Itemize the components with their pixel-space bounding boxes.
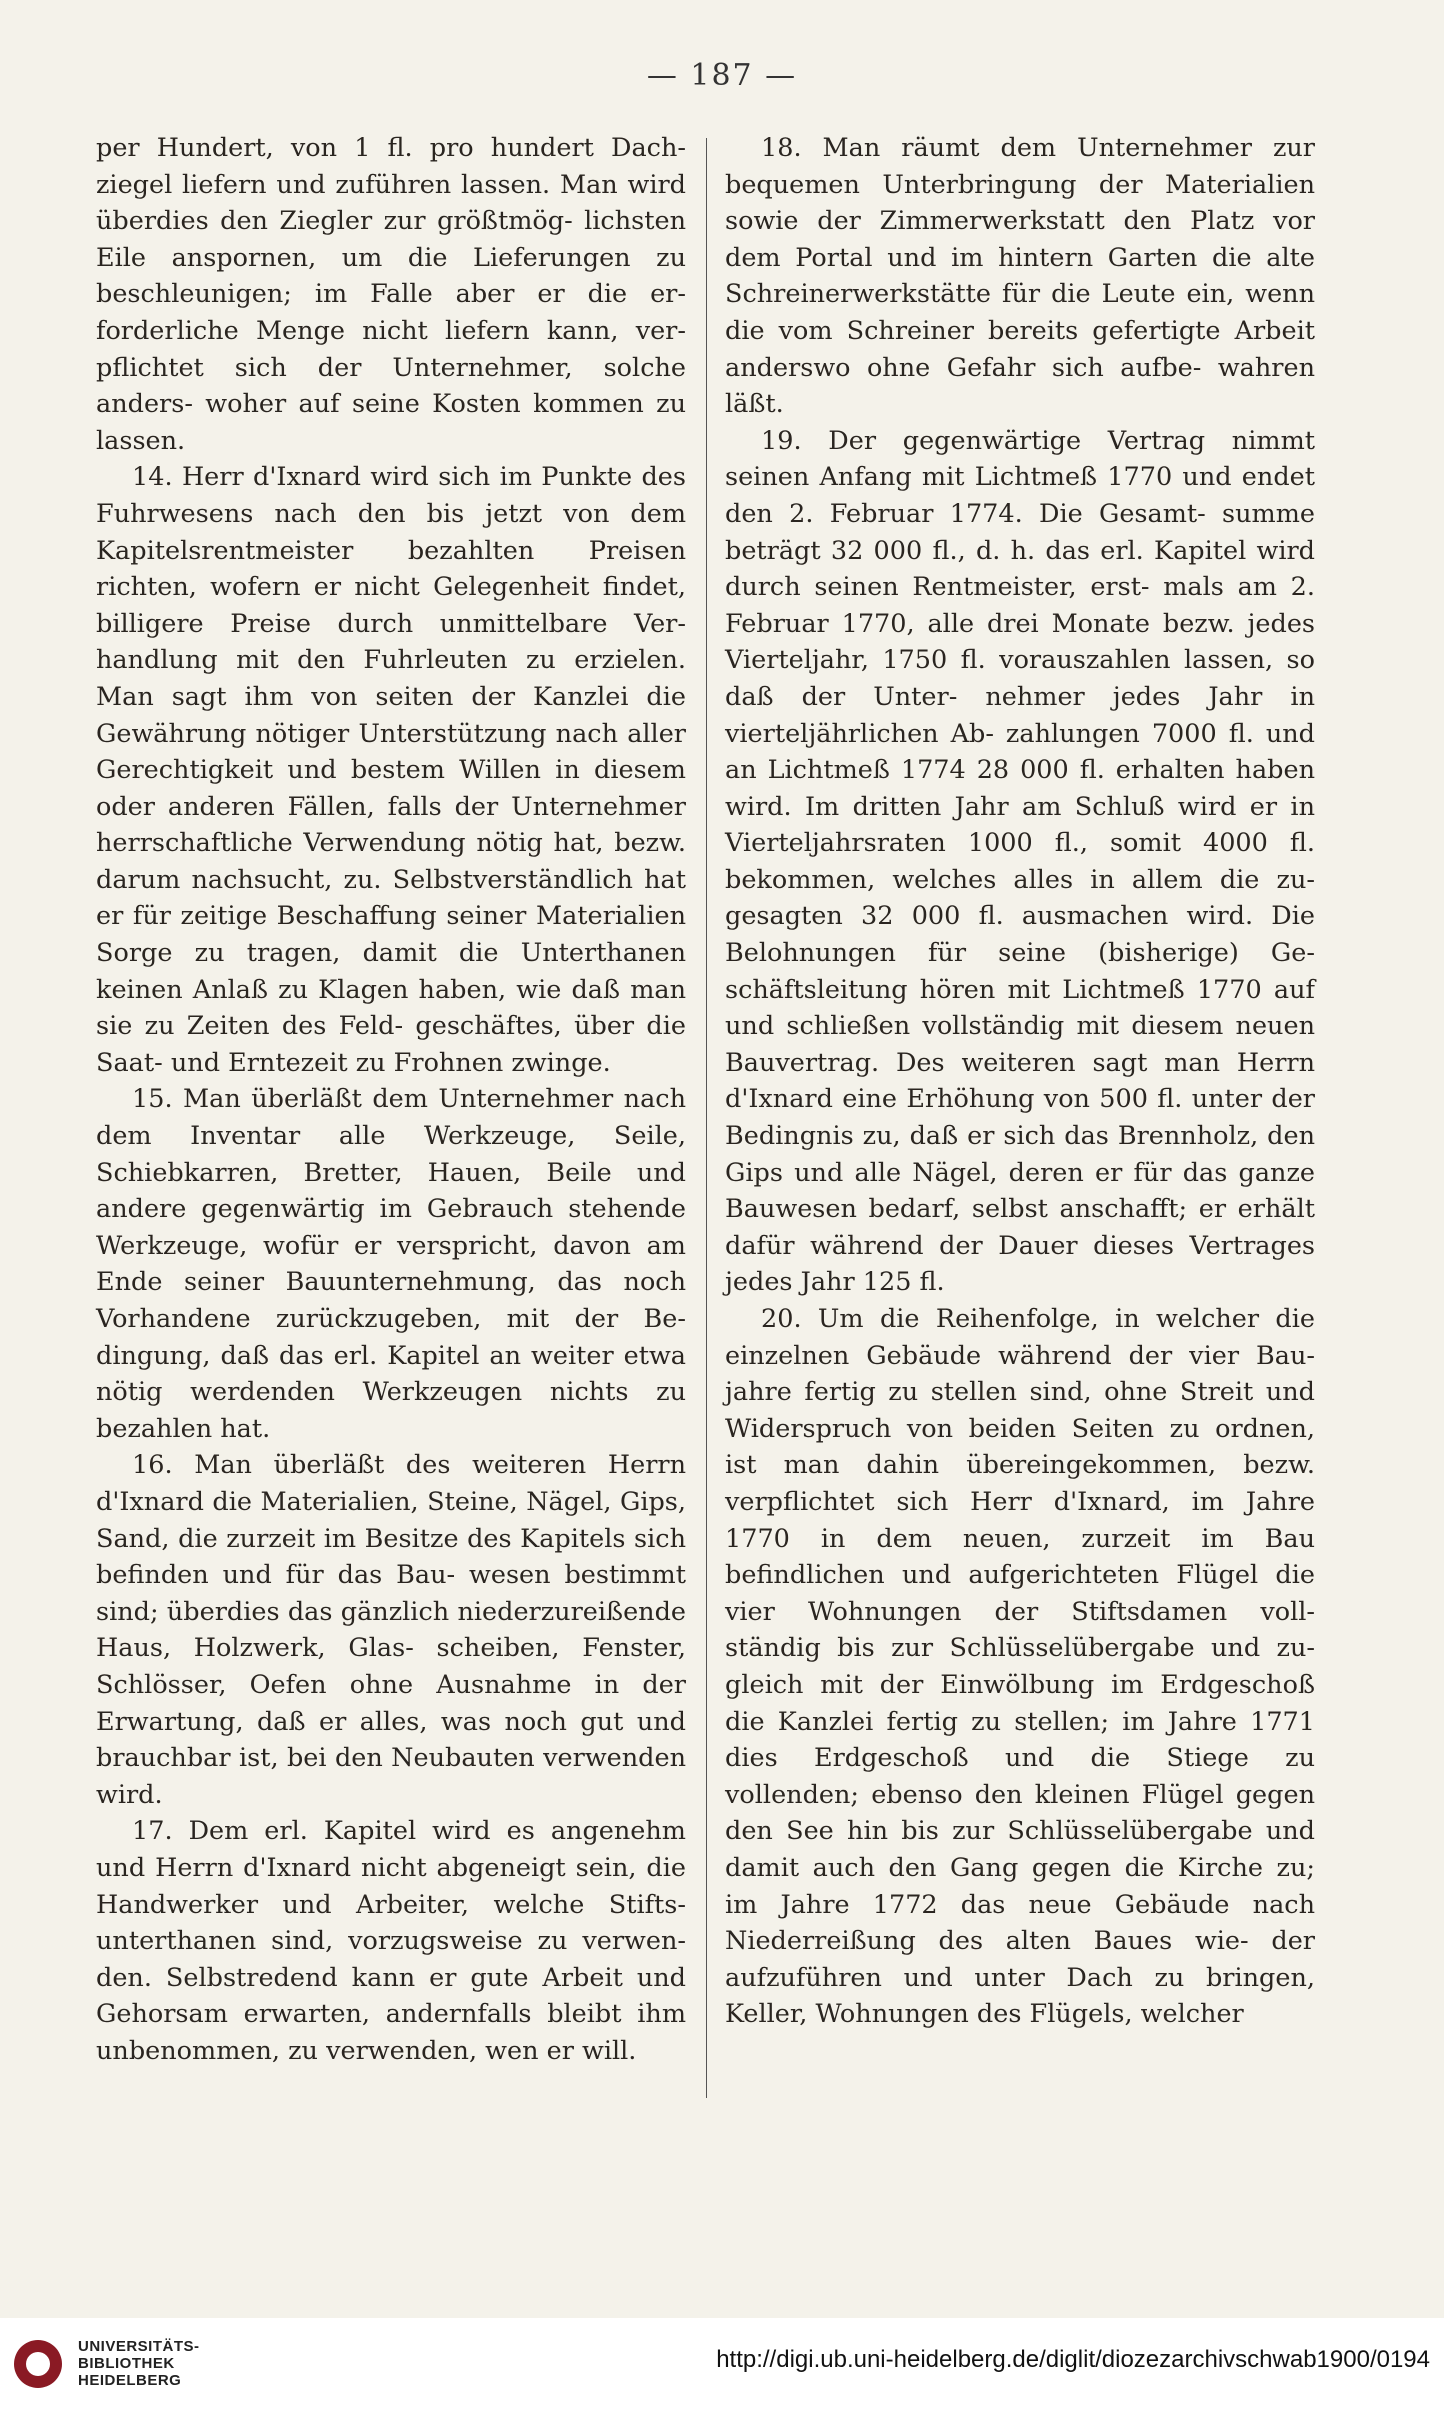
paragraph: 17. Dem erl. Kapitel wird es angenehm und Herrn d'Ixnard nicht abgeneigt sein, die Handwerker und Arbeiter, welche Stifts- unterthanen sind, vorzugsweise zu verwen- den. Selbstredend kann er gute Arbeit und Gehorsam erwarten, andernfalls bleibt ihm unbenommen, zu verwenden, wen er will. xyxy=(96,1816,686,2066)
paragraph: 19. Der gegenwärtige Vertrag nimmt seinen Anfang mit Lichtmeß 1770 und endet den 2. Februar 1774. Die Gesamt- summe beträgt 32 000 fl., d. h. das erl. Kapitel wird durch seinen Rentmeister, erst- mals am 2. Februar 1770, alle drei Monate bezw. jedes Vierteljahr, 1750 fl. vorauszahlen lassen, so daß der Unter- nehmer jedes Jahr in vierteljährlichen Ab- zahlungen 7000 fl. und an Lichtmeß 1774 28 000 fl. erhalten haben wird. Im dritten Jahr am Schluß wird er in Vierteljahrsraten 1000 fl., somit 4000 fl. bekommen, welches alles in allem die zu- gesagten 32 000 fl. ausmachen wird. Die Belohnungen für seine (bisherige) Ge- schäftsleitung hören mit Lichtmeß 1770 auf und schließen vollständig mit diesem neuen Bauvertrag. Des weiteren sagt man Herrn d'Ixnard eine Erhöhung von 500 fl. unter der Bedingnis zu, daß er sich das Brennholz, den Gips und alle Nägel, deren er für das ganze Bauwesen bedarf, selbst anschafft; er erhält dafür während der Dauer dieses Vertrages jedes Jahr 125 fl. xyxy=(725,425,1315,1298)
right-column xyxy=(725,130,1315,2033)
logo-line: BIBLIOTHEK xyxy=(78,2355,175,2372)
paragraph: per Hundert, von 1 fl. pro hundert Dach- ziegel liefern und zuführen lassen. Man wird überdies den Ziegler zur größtmög- lichsten Eile anspornen, um die Lieferungen zu beschleunigen; im Falle aber er die er- forderliche Menge nicht liefern kann, ver- pflichtet sich der Unternehmer, solche anders- woher auf seine Kosten kommen zu lassen. xyxy=(96,133,686,456)
paragraph: 15. Man überläßt dem Unternehmer nach dem Inventar alle Werkzeuge, Seile, Schiebkarren, Bretter, Hauen, Beile und andere gegenwärtig im Gebrauch stehende Werkzeuge, wofür er verspricht, davon am Ende seiner Bauunternehmung, das noch Vorhandene zurückzugeben, mit der Be- dingung, daß das erl. Kapitel an weiter etwa nötig werdenden Werkzeugen nichts zu bezahlen hat. xyxy=(96,1084,686,1444)
column-divider xyxy=(706,138,707,2098)
university-seal-icon xyxy=(14,2340,62,2388)
library-logo[interactable] xyxy=(14,2338,200,2389)
logo-line: UNIVERSITÄTS- xyxy=(78,2338,200,2355)
page-number: — 187 — xyxy=(646,58,798,93)
paragraph: 14. Herr d'Ixnard wird sich im Punkte des Fuhrwesens nach den bis jetzt von dem Kapitelsrentmeister bezahlten Preisen richten, wofern er nicht Gelegenheit findet, billigere Preise durch unmittelbare Ver- handlung mit den Fuhrleuten zu erzielen. Man sagt ihm von seiten der Kanzlei die Gewährung nötiger Unterstützung nach aller Gerechtigkeit und bestem Willen in diesem oder anderen Fällen, falls der Unternehmer herrschaftliche Verwendung nötig hat, bezw. darum nachsucht, zu. Selbstverständlich hat er für zeitige Beschaffung seiner Materialien Sorge zu tragen, damit die Unterthanen keinen Anlaß zu Klagen haben, wie daß man sie zu Zeiten des Feld- geschäftes, über die Saat- und Erntezeit zu Frohnen zwinge. xyxy=(96,462,686,1078)
source-url-link[interactable]: http://digi.ub.uni-heidelberg.de/diglit/diozezarchivschwab1900/0194 xyxy=(716,2346,1430,2373)
library-name xyxy=(78,2338,200,2389)
logo-line: HEIDELBERG xyxy=(78,2372,182,2389)
paragraph: 16. Man überläßt des weiteren Herrn d'Ixnard die Materialien, Steine, Nägel, Gips, Sand, die zurzeit im Besitze des Kapitels sich befinden und für das Bau- wesen bestimmt sind; überdies das gänzlich niederzureißende Haus, Holzwerk, Glas- scheiben, Fenster, Schlösser, Oefen ohne Ausnahme in der Erwartung, daß er alles, was noch gut und brauchbar ist, bei den Neubauten verwenden wird. xyxy=(96,1450,686,1810)
paragraph: 18. Man räumt dem Unternehmer zur bequemen Unterbringung der Materialien sowie der Zimmerwerkstatt den Platz vor dem Portal und im hintern Garten die alte Schreinerwerkstätte für die Leute ein, wenn die vom Schreiner bereits gefertigte Arbeit anderswo ohne Gefahr sich aufbe- wahren läßt. xyxy=(725,133,1315,420)
left-column xyxy=(96,130,686,2069)
paragraph: 20. Um die Reihenfolge, in welcher die einzelnen Gebäude während der vier Bau- jahre fertig zu stellen sind, ohne Streit und Widerspruch von beiden Seiten zu ordnen, ist man dahin übereingekommen, bezw. verpflichtet sich Herr d'Ixnard, im Jahre 1770 in dem neuen, zurzeit im Bau befindlichen und aufgerichteten Flügel die vier Wohnungen der Stiftsdamen voll- ständig bis zur Schlüsselübergabe und zu- gleich mit der Einwölbung im Erdgeschoß die Kanzlei fertig zu stellen; im Jahre 1771 dies Erdgeschoß und die Stiege zu vollenden; ebenso den kleinen Flügel gegen den See hin bis zur Schlüsselübergabe und damit auch den Gang gegen die Kirche zu; im Jahre 1772 das neue Gebäude nach Niederreißung des alten Baues wie- der aufzuführen und unter Dach zu bringen, Keller, Wohnungen des Flügels, welcher xyxy=(725,1304,1315,2030)
